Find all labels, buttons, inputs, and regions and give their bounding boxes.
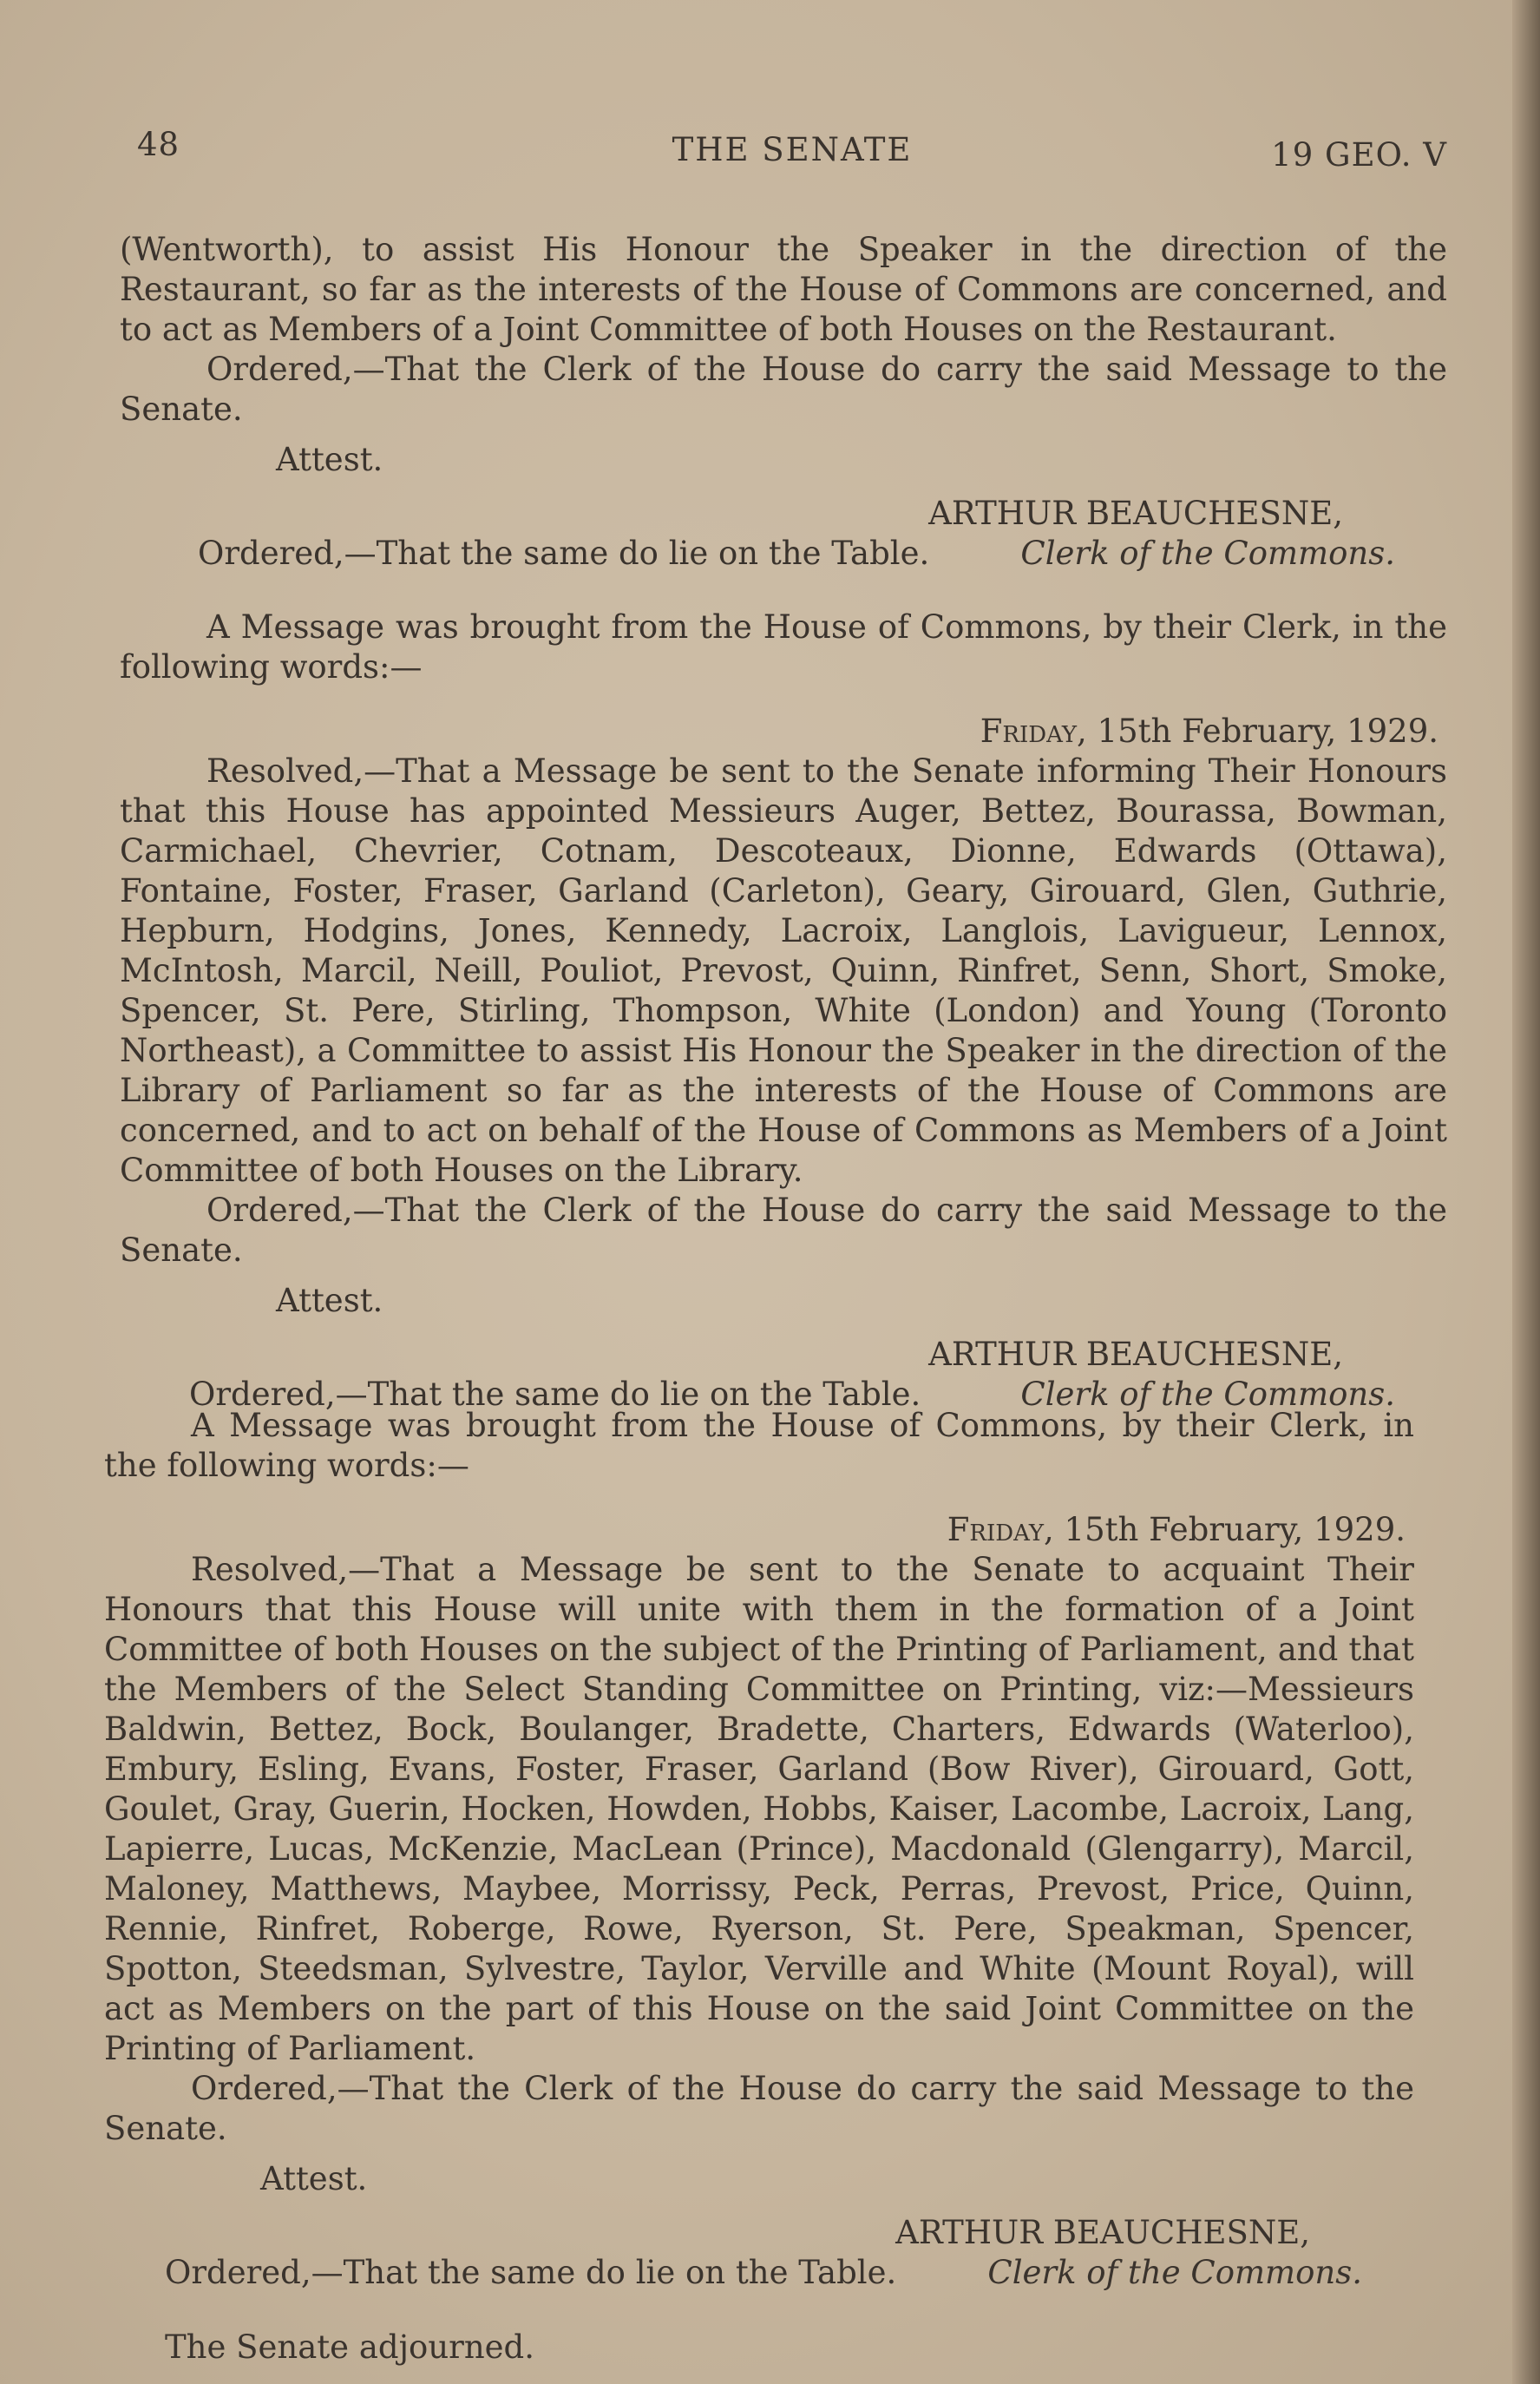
attest-label: Attest.: [276, 441, 383, 478]
ordered-table: Ordered,—That the same do lie on the Table.: [198, 535, 930, 572]
message-date: [120, 712, 1447, 752]
signatory-name: ARTHUR BEAUCHESNE,: [895, 2214, 1310, 2251]
resolved-library: Resolved,—That a Message be sent to the Senate informing Their Honours that this House has appointed Messieurs Auger, Bettez, Bourassa, Bowman, Carmichael, Chevrier, Cotnam, Descoteaux, Dionne, Edwards (Ottawa), Fontaine, Foster, Fraser, Garland (Carleton), Geary, Girouard, Glen, Guthrie, Hepburn, Hodgins, Jones, Kennedy, Lacroix, Langlois, Lavigueur, Lennox, McIntosh, Marcil, Neill, Pouliot, Prevost, Quinn, Rinfret, Senn, Short, Smoke, Spencer, St. Pere, Stirling, Thompson, White (London) and Young (Toronto Northeast), a Committee to assist His Honour the Speaker in the direction of the Library of Parliament so far as the interests of the House of Commons are concerned, and to act on behalf of the House of Commons as Members of a Joint Committee of both Houses on the Library.: [120, 752, 1447, 1189]
ordered-table: Ordered,—That the same do lie on the Table.: [189, 1376, 921, 1413]
closing-line: The Senate adjourned.: [165, 2328, 535, 2366]
signatory-name: ARTHUR BEAUCHESNE,: [928, 495, 1343, 532]
page-title: THE SENATE: [672, 131, 913, 168]
table-order-row: [120, 534, 1447, 574]
page-header: [137, 126, 1447, 178]
message-date-day: Friday,: [947, 1511, 1054, 1548]
page-edge-shadow: [1512, 0, 1540, 2384]
paragraph-continuation: (Wentworth), to assist His Honour the Speaker in the direction of the Restaurant, so far as the interests of the House of Commons are concerned, and to act as Members of a Joint Committee of both Houses on the Restaurant.: [120, 231, 1447, 348]
message-date-rest: 15th February, 1929.: [1064, 1511, 1406, 1548]
signatory-title: Clerk of the Commons.: [1020, 1376, 1395, 1413]
signatory-title: Clerk of the Commons.: [1020, 535, 1395, 572]
block-restaurant-message: [120, 230, 1447, 574]
message-date-rest: 15th February, 1929.: [1097, 713, 1438, 750]
block-library-message: [120, 607, 1447, 1415]
signatory-name: ARTHUR BEAUCHESNE,: [928, 1336, 1343, 1373]
attest-label: Attest.: [276, 1282, 383, 1319]
table-order-row: [104, 2253, 1414, 2293]
attest-label: Attest.: [260, 2160, 368, 2197]
ordered-carry: Ordered,—That the Clerk of the House do carry the said Message to the Senate.: [104, 2070, 1414, 2147]
block-printing-message: [104, 1406, 1414, 2368]
ordered-carry: Ordered,—That the Clerk of the House do carry the said Message to the Senate.: [120, 351, 1447, 428]
page-number: 48: [137, 126, 180, 163]
ordered-carry: Ordered,—That the Clerk of the House do carry the said Message to the Senate.: [120, 1192, 1447, 1269]
reign-label: 19 GEO. V: [1271, 136, 1447, 174]
ordered-table: Ordered,—That the same do lie on the Table.: [165, 2254, 897, 2291]
resolved-printing: Resolved,—That a Message be sent to the Senate to acquaint Their Honours that this House will unite with them in the formation of a Joint Committee of both Houses on the subject of the Printing of Parliament, and that the Members of the Select Standing Committee on Printing, viz:—Messieurs Baldwin, Bettez, Bock, Boulanger, Bradette, Charters, Edwards (Waterloo), Embury, Esling, Evans, Foster, Fraser, Garland (Bow River), Girouard, Gott, Goulet, Gray, Guerin, Hocken, Howden, Hobbs, Kaiser, Lacombe, Lacroix, Lang, Lapierre, Lucas, McKenzie, MacLean (Prince), Macdonald (Glengarry), Marcil, Maloney, Matthews, Maybee, Morrissy, Peck, Perras, Prevost, Price, Quinn, Rennie, Rinfret, Roberge, Rowe, Ryerson, St. Pere, Speakman, Spencer, Spotton, Steedsman, Sylvestre, Taylor, Verville and White (Mount Royal), will act as Members on the part of this House on the said Joint Committee on the Printing of Parliament.: [104, 1551, 1414, 2067]
message-date: [104, 1510, 1414, 1550]
message-date-day: Friday,: [980, 713, 1087, 750]
message-intro: A Message was brought from the House of Commons, by their Clerk, in the following words:—: [104, 1407, 1414, 1484]
signatory-title: Clerk of the Commons.: [987, 2254, 1362, 2291]
message-intro: A Message was brought from the House of Commons, by their Clerk, in the following words:—: [120, 608, 1447, 686]
